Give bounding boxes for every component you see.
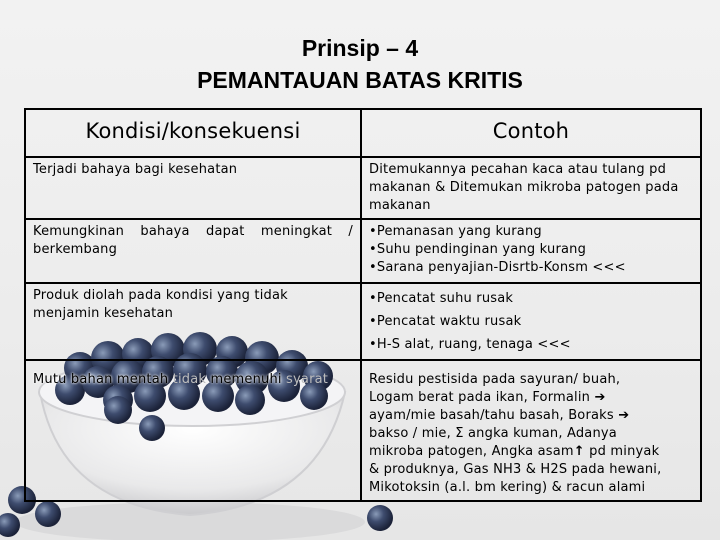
condition-cell — [25, 219, 361, 283]
header-example: Contoh — [361, 109, 701, 157]
arrow-right-icon: ➔ — [618, 408, 630, 423]
condition-cell: Produk diolah pada kondisi yang tidak menjamin kesehatan — [25, 283, 361, 360]
example-bullet: •H-S alat, ruang, tenaga <<< — [369, 337, 571, 352]
example-cell — [361, 360, 701, 501]
example-bullet: •Suhu pendinginan yang kurang — [369, 242, 587, 257]
condition-text: tidak — [172, 372, 207, 387]
table-row — [25, 219, 701, 283]
example-bullet: •Pencatat suhu rusak — [369, 291, 514, 306]
title-line-2: PEMANTAUAN BATAS KRITIS — [197, 67, 523, 93]
critical-limits-table — [24, 108, 702, 502]
condition-line: berkembang — [33, 242, 118, 257]
sigma-symbol: Σ — [455, 426, 464, 441]
table-row — [25, 360, 701, 501]
title-line-1: Prinsip – 4 — [301, 35, 419, 61]
example-line: Logam berat pada ikan, Formalin ➔ — [369, 390, 606, 405]
table-row — [25, 283, 701, 360]
condition-text: Mutu bahan mentah — [33, 372, 173, 387]
example-line: ayam/mie basah/tahu basah, Boraks ➔ — [369, 408, 630, 423]
condition-cell — [25, 360, 361, 501]
example-cell: Ditemukannya pecahan kaca atau tulang pd makanan & Ditemukan mikroba patogen pada makanan — [361, 157, 701, 219]
example-bullet: •Pencatat waktu rusak — [369, 314, 522, 329]
example-bullet: •Pemanasan yang kurang — [369, 224, 542, 239]
example-line: & produknya, Gas NH3 & H2S pada hewani, — [369, 462, 662, 477]
slide-title — [0, 32, 720, 96]
table-row — [25, 157, 701, 219]
example-line: Residu pestisida pada sayuran/ buah, — [369, 372, 621, 387]
condition-line: Kemungkinan bahaya dapat meningkat / — [33, 224, 353, 239]
example-line: mikroba patogen, Angka asam↑ pd minyak — [369, 444, 660, 459]
example-line: bakso / mie, Σ angka kuman, Adanya — [369, 426, 617, 441]
example-cell — [361, 283, 701, 360]
arrow-up-icon: ↑ — [573, 444, 585, 459]
table-header-row — [25, 109, 701, 157]
example-cell — [361, 219, 701, 283]
condition-text: memenuhi — [206, 372, 287, 387]
condition-text: syarat — [286, 372, 329, 387]
header-condition: Kondisi/konsekuensi — [25, 109, 361, 157]
example-bullet: •Sarana penyajian-Disrtb-Konsm <<< — [369, 260, 626, 275]
condition-cell: Terjadi bahaya bagi kesehatan — [25, 157, 361, 219]
example-line: Mikotoksin (a.l. bm kering) & racun alami — [369, 480, 646, 495]
arrow-right-icon: ➔ — [594, 390, 606, 405]
